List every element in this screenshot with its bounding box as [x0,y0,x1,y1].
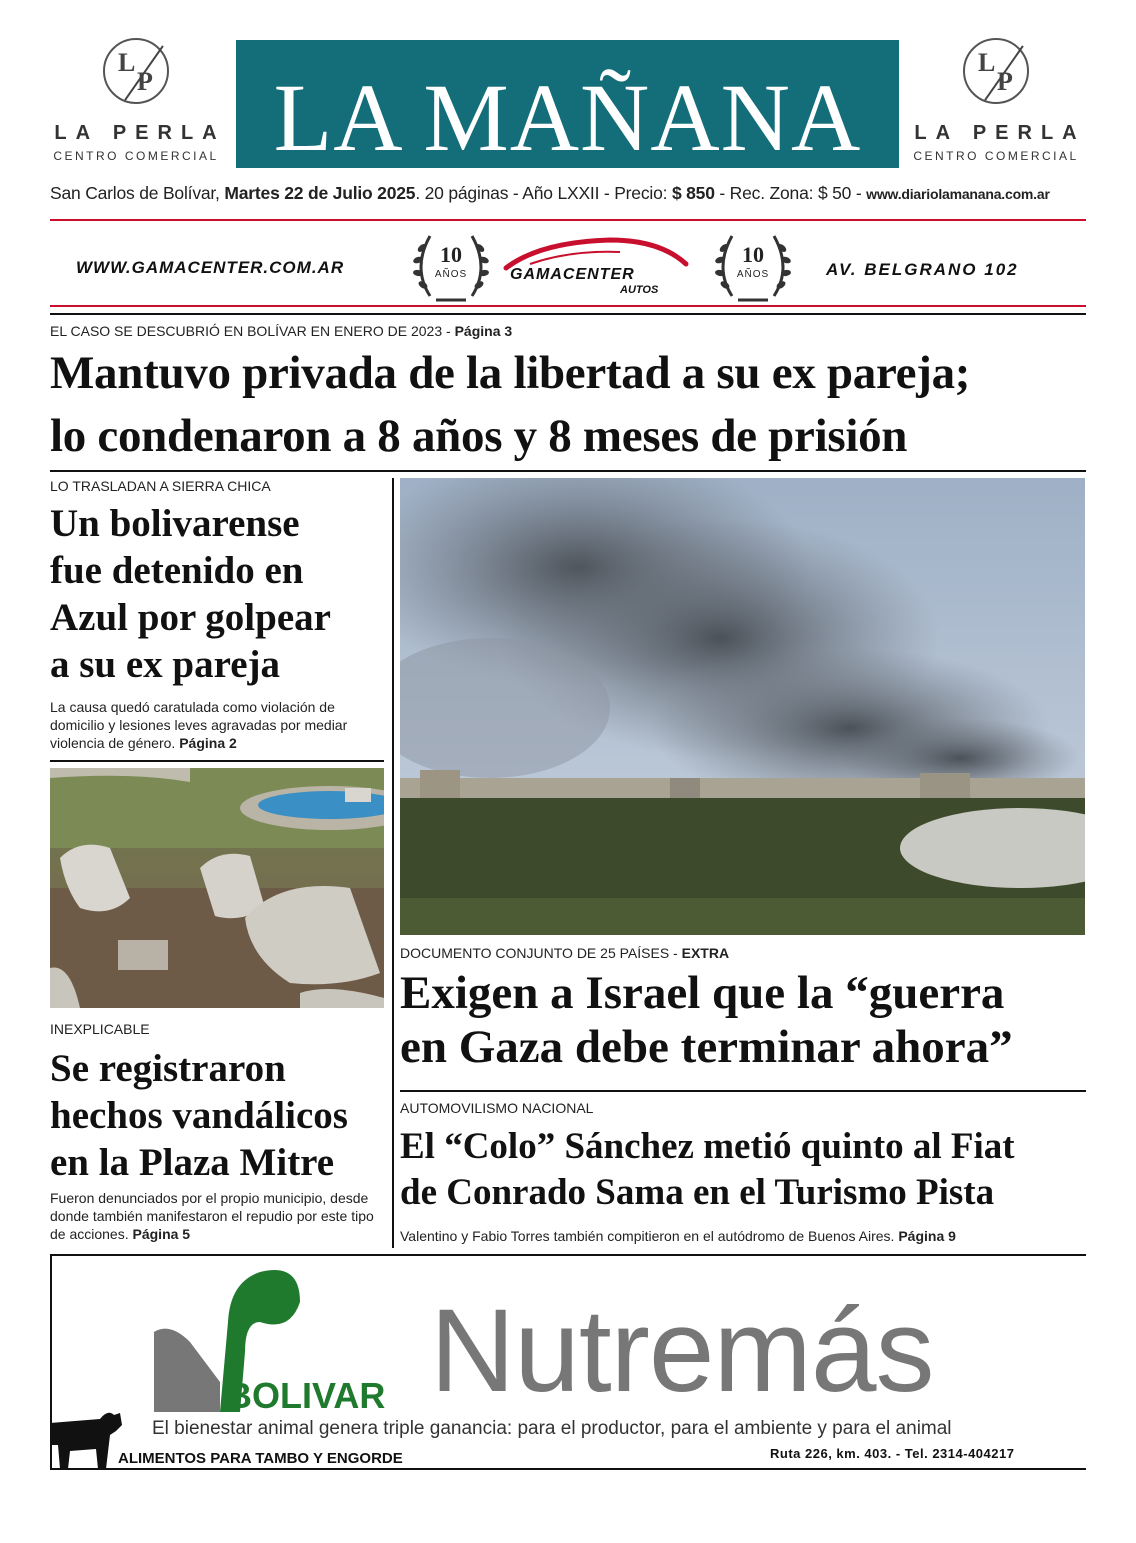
ad-top-rule [50,219,1086,221]
newspaper-title: LA MAÑANA [273,64,862,171]
gaza-story-kicker [400,945,729,961]
newspaper-masthead [236,40,899,171]
column-divider [392,478,394,1248]
anniversary-number: 10 [742,242,764,267]
la-perla-name: LA PERLA [54,122,226,144]
azul-headline-line: a su ex pareja [50,643,281,686]
la-perla-logo-left [46,38,226,163]
azul-summary-text: La causa quedó caratulada como violación de domicilio y lesiones leves agravadas por mediar violencia de género. [50,699,348,751]
colo-headline-line: de Conrado Sama en el Turismo Pista [400,1172,995,1213]
main-story-kicker-text: EL CASO SE DESCUBRIÓ EN BOLÍVAR EN ENERO DE 2023 - [50,323,455,339]
plaza-summary-text: Fueron denunciados por el propio municipio, desde donde también manifestaron el repudio por este tipo de acciones. [50,1190,374,1242]
plaza-page-ref[interactable]: Página 5 [132,1226,191,1242]
plaza-story-summary [50,1189,390,1243]
azul-story-headline[interactable] [50,500,390,688]
la-perla-logo-right [906,38,1086,163]
azul-page-ref[interactable]: Página 2 [179,735,237,751]
colo-summary-text: Valentino y Fabio Torres también compitieron en el autódromo de Buenos Aires. [400,1228,899,1244]
dateline-rec-zona: - Rec. Zona: $ 50 - [714,183,867,203]
plaza-mitre-photo [50,768,384,1008]
la-perla-subtitle: CENTRO COMERCIAL [53,149,219,163]
nutremas-brand: Nutremás [430,1285,934,1417]
main-story-page-ref[interactable]: Página 3 [454,323,513,339]
cow-icon [50,1405,124,1469]
story-rule [50,760,384,762]
la-perla-name: LA PERLA [914,122,1086,144]
colo-story-headline[interactable] [400,1124,1090,1216]
anniversary-number: 10 [440,242,462,267]
main-story-kicker [50,323,512,339]
la-perla-subtitle: CENTRO COMERCIAL [913,149,1079,163]
gamacenter-address: AV. BELGRANO 102 [826,260,1019,279]
bolivar-word: BOLIVAR [226,1375,386,1416]
anniversary-laurel-icon [712,228,794,306]
nutremas-tagline: El bienestar animal genera triple ganancia: para el productor, para el ambiente y para el animal [152,1418,952,1439]
dateline-website-link[interactable]: www.diariolamanana.com.ar [866,186,1050,202]
colo-headline-line: El “Colo” Sánchez metió quinto al Fiat [400,1126,1015,1167]
plaza-headline-line: hechos vandálicos [50,1094,348,1137]
nutremas-products: ALIMENTOS PARA TAMBO Y ENGORDE [118,1450,403,1467]
plaza-headline-line: en la Plaza Mitre [50,1141,335,1184]
main-story-headline[interactable] [50,342,1090,468]
section-rule [50,470,1086,472]
colo-story-summary [400,1227,1090,1245]
dateline-date: Martes 22 de Julio 2025 [224,183,416,203]
gamacenter-brand-sub: AUTOS [620,284,659,296]
anniversary-word: AÑOS [736,269,770,280]
gaza-smoke-photo [400,478,1085,935]
emblem-letter-p: P [137,67,153,96]
gaza-headline-line: Exigen a Israel que la “guerra [400,967,1005,1019]
dateline-pages: . 20 páginas - Año LXXII - Precio: [415,183,672,203]
gamacenter-brand: GAMACENTER [510,266,635,283]
main-headline-line: lo condenaron a 8 años y 8 meses de prisión [50,410,908,462]
dateline-price: $ 850 [671,183,715,203]
la-perla-emblem-icon [103,38,169,104]
azul-headline-line: Un bolivarense [50,502,300,545]
la-perla-emblem-icon [963,38,1029,104]
emblem-letter-l: L [978,48,996,77]
anniversary-word: AÑOS [434,269,468,280]
section-rule [50,313,1086,315]
azul-headline-line: fue detenido en [50,549,304,592]
gaza-headline-line: en Gaza debe terminar ahora” [400,1021,1013,1073]
colo-story-kicker: AUTOMOVILISMO NACIONAL [400,1100,594,1116]
dateline [50,183,1086,204]
ad-bottom-rule [50,305,1086,307]
story-rule [400,1090,1086,1092]
emblem-letter-p: P [997,67,1013,96]
gaza-kicker-text: DOCUMENTO CONJUNTO DE 25 PAÍSES - [400,945,682,961]
main-headline-line: Mantuvo privada de la libertad a su ex pareja; [50,347,971,399]
nutremas-contact: Ruta 226, km. 403. - Tel. 2314-404217 [770,1446,1015,1461]
dateline-city: San Carlos de Bolívar, [50,183,225,203]
plaza-headline-line: Se registraron [50,1047,286,1090]
azul-headline-line: Azul por golpear [50,596,331,639]
emblem-letter-l: L [118,48,136,77]
anniversary-laurel-icon [410,228,492,306]
plaza-story-headline[interactable] [50,1045,390,1186]
plaza-story-kicker: INEXPLICABLE [50,1021,150,1037]
gamacenter-website[interactable]: WWW.GAMACENTER.COM.AR [76,258,345,277]
colo-page-ref[interactable]: Página 9 [898,1228,956,1244]
azul-story-summary [50,698,386,752]
gaza-page-ref[interactable]: EXTRA [681,945,730,961]
azul-story-kicker: LO TRASLADAN A SIERRA CHICA [50,478,271,494]
gaza-story-headline[interactable] [400,966,1090,1074]
